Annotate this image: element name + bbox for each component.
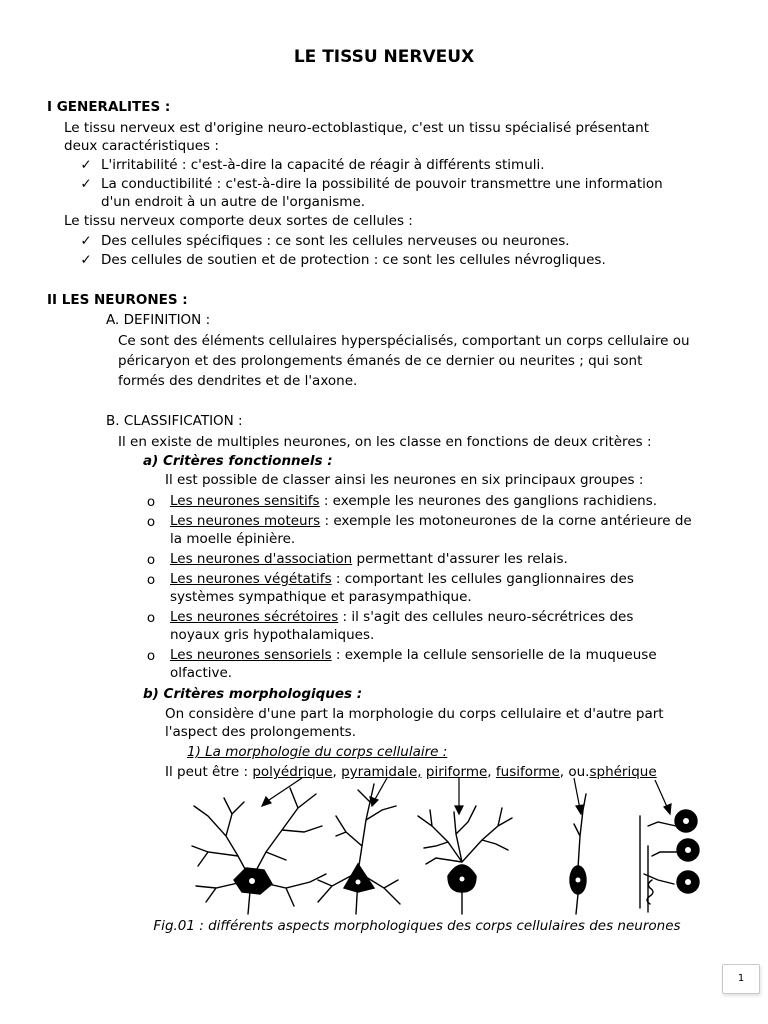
figure-caption: Fig.01 : différents aspects morphologiques des corps cellulaires des neurones bbox=[153, 918, 681, 934]
list-item-term: Les neurones végétatifs bbox=[170, 571, 332, 587]
list-item-text: : comportant les cellules ganglionnaires des bbox=[331, 571, 634, 587]
list-item-text: : il s'agit des cellules neuro-sécrétrices des bbox=[338, 609, 634, 625]
list-item-continuation: la moelle épinière. bbox=[170, 531, 296, 547]
functional-criteria-heading: a) Critères fonctionnels : bbox=[143, 453, 333, 469]
neuron-piriforme bbox=[418, 806, 512, 914]
classification-intro: Il en existe de multiples neurones, on les classe en fonctions de deux critères : bbox=[118, 434, 652, 450]
shape-pyramidale: pyramidale, bbox=[341, 764, 422, 780]
list-item-term: Les neurones sensoriels bbox=[170, 647, 332, 663]
list-item bbox=[170, 550, 568, 568]
section-1-paragraph-line: Le tissu nerveux comporte deux sortes de cellules : bbox=[64, 213, 413, 229]
checkmark-icon: ✓ bbox=[80, 252, 92, 268]
section-1-paragraph-line: Le tissu nerveux est d'origine neuro-ectoblastique, c'est un tissu spécialisé présentant bbox=[64, 120, 649, 136]
definition-line: péricaryon et des prolongements émanés de ce dernier ou neurites ; qui sont bbox=[118, 353, 643, 369]
check-item-text: Des cellules spécifiques : ce sont les cellules nerveuses ou neurones. bbox=[101, 233, 570, 249]
list-item-term: Les neurones moteurs bbox=[170, 513, 321, 529]
checkmark-icon: ✓ bbox=[80, 233, 92, 249]
list-item-continuation: olfactive. bbox=[170, 665, 233, 681]
shape-piriforme: piriforme bbox=[425, 764, 488, 780]
list-item-text: permettant d'assurer les relais. bbox=[352, 551, 568, 567]
arrow-pyramidale bbox=[374, 778, 387, 801]
arrow-spherique bbox=[655, 780, 668, 809]
bullet-icon: o bbox=[146, 552, 156, 568]
list-item-term: Les neurones d'association bbox=[170, 551, 353, 567]
bullet-icon: o bbox=[146, 572, 156, 588]
neuron-polyedrique bbox=[192, 788, 326, 914]
bullet-icon: o bbox=[146, 610, 156, 626]
list-item-continuation: noyaux gris hypothalamiques. bbox=[170, 627, 375, 643]
list-item-continuation: systèmes sympathique et parasympathique. bbox=[170, 589, 472, 605]
list-item-term: Les neurones sensitifs bbox=[170, 493, 320, 509]
check-item-text: L'irritabilité : c'est-à-dire la capacité de réagir à différents stimuli. bbox=[101, 157, 545, 173]
arrow-fusiforme bbox=[574, 778, 580, 809]
arrowhead bbox=[664, 804, 671, 814]
subsection-b-heading: B. CLASSIFICATION : bbox=[106, 413, 243, 429]
bullet-icon: o bbox=[146, 514, 156, 530]
list-item-text: : exemple les neurones des ganglions rachidiens. bbox=[319, 493, 658, 509]
shape-fusiforme: fusiforme bbox=[495, 764, 560, 780]
arrows bbox=[262, 778, 671, 814]
shape-separator: , bbox=[332, 764, 342, 780]
morphological-criteria-heading: b) Critères morphologiques : bbox=[143, 686, 363, 702]
shape-separator: , bbox=[487, 764, 496, 780]
shape-polyedrique: polyédrique bbox=[252, 764, 333, 780]
section-1-heading: I GENERALITES : bbox=[47, 99, 171, 115]
morphological-text: On considère d'une part la morphologie du corps cellulaire et d'autre part bbox=[165, 706, 664, 722]
neuron-shapes-figure bbox=[186, 776, 720, 916]
arrowhead bbox=[262, 797, 271, 806]
arrow-polyedrique bbox=[266, 778, 302, 802]
neuron-fusiforme bbox=[570, 794, 586, 914]
neuron-pyramidale bbox=[318, 784, 400, 914]
arrowhead bbox=[455, 806, 463, 814]
check-item-text: La conductibilité : c'est-à-dire la possibilité de pouvoir transmettre une information bbox=[101, 176, 663, 192]
document-title: LE TISSU NERVEUX bbox=[293, 47, 475, 67]
shape-intro: Il peut être : bbox=[165, 764, 253, 780]
list-item bbox=[170, 570, 634, 588]
shape-separator: , ou. bbox=[559, 764, 590, 780]
definition-line: formés des dendrites et de l'axone. bbox=[118, 373, 358, 389]
checkmark-icon: ✓ bbox=[80, 157, 92, 173]
section-1-paragraph-line: deux caractéristiques : bbox=[64, 138, 219, 154]
shape-spherique: sphérique bbox=[589, 764, 657, 780]
list-item-term: Les neurones sécrétoires bbox=[170, 609, 339, 625]
check-item-text: Des cellules de soutien et de protection : ce sont les cellules névrogliques. bbox=[101, 252, 606, 268]
neuron-spherique bbox=[640, 810, 699, 912]
list-item-text: : exemple la cellule sensorielle de la muqueuse bbox=[331, 647, 657, 663]
definition-line: Ce sont des éléments cellulaires hyperspécialisés, comportant un corps cellulaire ou bbox=[118, 333, 690, 349]
check-item-text: d'un endroit à un autre de l'organisme. bbox=[101, 194, 366, 210]
list-item-text: : exemple les motoneurones de la corne antérieure de bbox=[320, 513, 692, 529]
functional-criteria-intro: Il est possible de classer ainsi les neurones en six principaux groupes : bbox=[165, 472, 644, 488]
bullet-icon: o bbox=[146, 648, 156, 664]
section-2-heading: II LES NEURONES : bbox=[47, 292, 188, 308]
morphological-text: l'aspect des prolongements. bbox=[165, 724, 357, 740]
page-number: 1 bbox=[722, 964, 760, 994]
list-item bbox=[170, 492, 657, 510]
list-item bbox=[170, 512, 692, 530]
subsection-a-heading: A. DEFINITION : bbox=[106, 312, 211, 328]
list-item bbox=[170, 646, 657, 664]
list-item bbox=[170, 608, 633, 626]
bullet-icon: o bbox=[146, 494, 156, 510]
cell-body-subheading: 1) La morphologie du corps cellulaire : bbox=[187, 744, 448, 760]
checkmark-icon: ✓ bbox=[80, 176, 92, 192]
